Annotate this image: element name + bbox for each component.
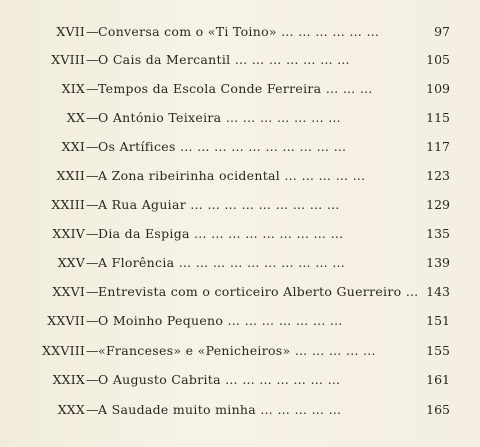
- chapter-title: «Franceses» e «Penicheiros» … … … … …: [98, 343, 376, 358]
- toc-entry-xxx: [0, 400, 480, 420]
- chapter-title: Tempos da Escola Conde Ferreira … … …: [98, 81, 373, 96]
- chapter-number: XXX: [57, 402, 85, 417]
- toc-entry-xix: [0, 79, 480, 99]
- dash: —: [86, 372, 99, 387]
- page-number: 165: [426, 402, 450, 417]
- dash: —: [86, 343, 99, 358]
- chapter-number: XXIX: [52, 372, 85, 387]
- chapter-number: XX: [66, 110, 85, 125]
- dash: —: [86, 139, 99, 154]
- chapter-number: XIX: [61, 81, 85, 96]
- chapter-title: O Moinho Pequeno … … … … … … …: [98, 313, 343, 328]
- chapter-number: XXIII: [51, 197, 85, 212]
- page-number: 129: [426, 197, 450, 212]
- page-number: 139: [426, 255, 450, 270]
- dash: —: [86, 24, 99, 39]
- dash: —: [86, 226, 99, 241]
- chapter-number: XXII: [56, 168, 85, 183]
- toc-entry-xx: [0, 108, 480, 128]
- page-number: 115: [426, 110, 450, 125]
- toc-entry-xxiv: [0, 224, 480, 244]
- page-number: 117: [426, 139, 450, 154]
- toc-entry-xxi: [0, 137, 480, 157]
- page-number: 109: [426, 81, 450, 96]
- dash: —: [86, 197, 99, 212]
- toc-entry-xxiii: [0, 195, 480, 215]
- page-number: 135: [426, 226, 450, 241]
- page-number: 123: [426, 168, 450, 183]
- toc-entry-xxvi: [0, 282, 480, 302]
- toc-entry-xxii: [0, 166, 480, 186]
- chapter-title: A Saudade muito minha … … … … …: [98, 402, 342, 417]
- dash: —: [86, 110, 99, 125]
- chapter-number: XXVII: [47, 313, 85, 328]
- chapter-title: Entrevista com o corticeiro Alberto Guerreiro …: [98, 284, 419, 299]
- chapter-number: XXVI: [52, 284, 85, 299]
- dash: —: [86, 402, 99, 417]
- chapter-title: O António Teixeira … … … … … … …: [98, 110, 341, 125]
- page-number: 161: [426, 372, 450, 387]
- page-number: 97: [434, 24, 450, 39]
- toc-entry-xviii: [0, 50, 480, 70]
- page-number: 143: [426, 284, 450, 299]
- chapter-number: XVIII: [51, 52, 85, 67]
- page-number: 151: [426, 313, 450, 328]
- chapter-number: XXV: [57, 255, 85, 270]
- chapter-title: Conversa com o «Ti Toino» … … … … … …: [98, 24, 380, 39]
- chapter-title: Dia da Espiga … … … … … … … … …: [98, 226, 344, 241]
- toc-entry-xxix: [0, 370, 480, 390]
- chapter-title: A Zona ribeirinha ocidental … … … … …: [98, 168, 366, 183]
- chapter-number: XXIV: [52, 226, 85, 241]
- chapter-title: A Rua Aguiar … … … … … … … … …: [98, 197, 340, 212]
- toc-entry-xxviii: [0, 341, 480, 361]
- dash: —: [86, 313, 99, 328]
- page-number: 105: [426, 52, 450, 67]
- page-number: 155: [426, 343, 450, 358]
- toc-entry-xxvii: [0, 311, 480, 331]
- chapter-number: XXI: [61, 139, 85, 154]
- dash: —: [86, 81, 99, 96]
- dash: —: [86, 52, 99, 67]
- chapter-title: Os Artífices … … … … … … … … … …: [98, 139, 347, 154]
- toc-entry-xvii: [0, 22, 480, 42]
- chapter-number: XXVIII: [42, 343, 85, 358]
- chapter-title: A Florência … … … … … … … … … …: [98, 255, 346, 270]
- chapter-title: O Cais da Mercantil … … … … … … …: [98, 52, 350, 67]
- dash: —: [86, 255, 99, 270]
- toc-entry-xxv: [0, 253, 480, 273]
- chapter-number: XVII: [56, 24, 85, 39]
- chapter-title: O Augusto Cabrita … … … … … … …: [98, 372, 341, 387]
- dash: —: [86, 284, 99, 299]
- dash: —: [86, 168, 99, 183]
